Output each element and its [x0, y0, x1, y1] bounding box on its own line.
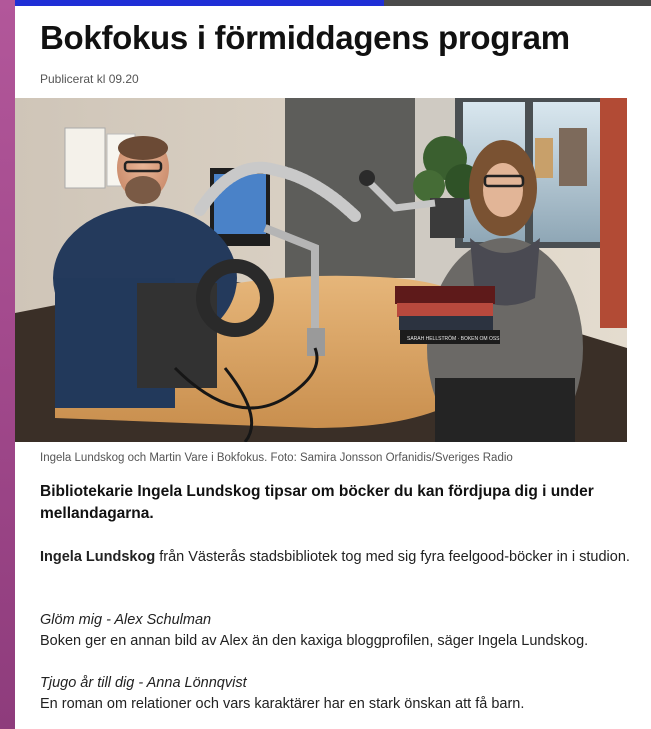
photo-caption: Ingela Lundskog och Martin Vare i Bokfokus. Foto: Samira Jonsson Orfanidis/Sveriges Radio	[40, 452, 513, 464]
side-strip	[0, 0, 15, 729]
book-item	[40, 610, 630, 652]
book-description: En roman om relationer och vars karaktärer har en stark önskan att få barn.	[40, 696, 525, 712]
article	[15, 6, 651, 729]
book-title: Tjugo år till dig - Anna Lönnqvist	[40, 675, 247, 691]
book-description: Boken ger en annan bild av Alex än den kaxiga bloggprofilen, säger Ingela Lundskog.	[40, 633, 589, 649]
studio-photo-illustration	[15, 98, 627, 442]
person-name: Ingela Lundskog	[40, 549, 156, 565]
article-photo[interactable]	[15, 98, 627, 442]
intro-text: från Västerås stadsbibliotek tog med sig fyra feelgood-böcker in i studion.	[155, 549, 630, 565]
book-item	[40, 673, 630, 715]
intro-paragraph	[40, 547, 630, 568]
article-title: Bokfokus i förmiddagens program	[40, 19, 570, 56]
book-title: Glöm mig - Alex Schulman	[40, 612, 212, 628]
published-time: Publicerat kl 09.20	[40, 72, 139, 86]
book-spine-text: SARAH HELLSTRÖM · BOKEN OM OSS	[407, 336, 500, 342]
article-lead: Bibliotekarie Ingela Lundskog tipsar om böcker du kan fördjupa dig i under mellandagarna.	[40, 483, 594, 522]
